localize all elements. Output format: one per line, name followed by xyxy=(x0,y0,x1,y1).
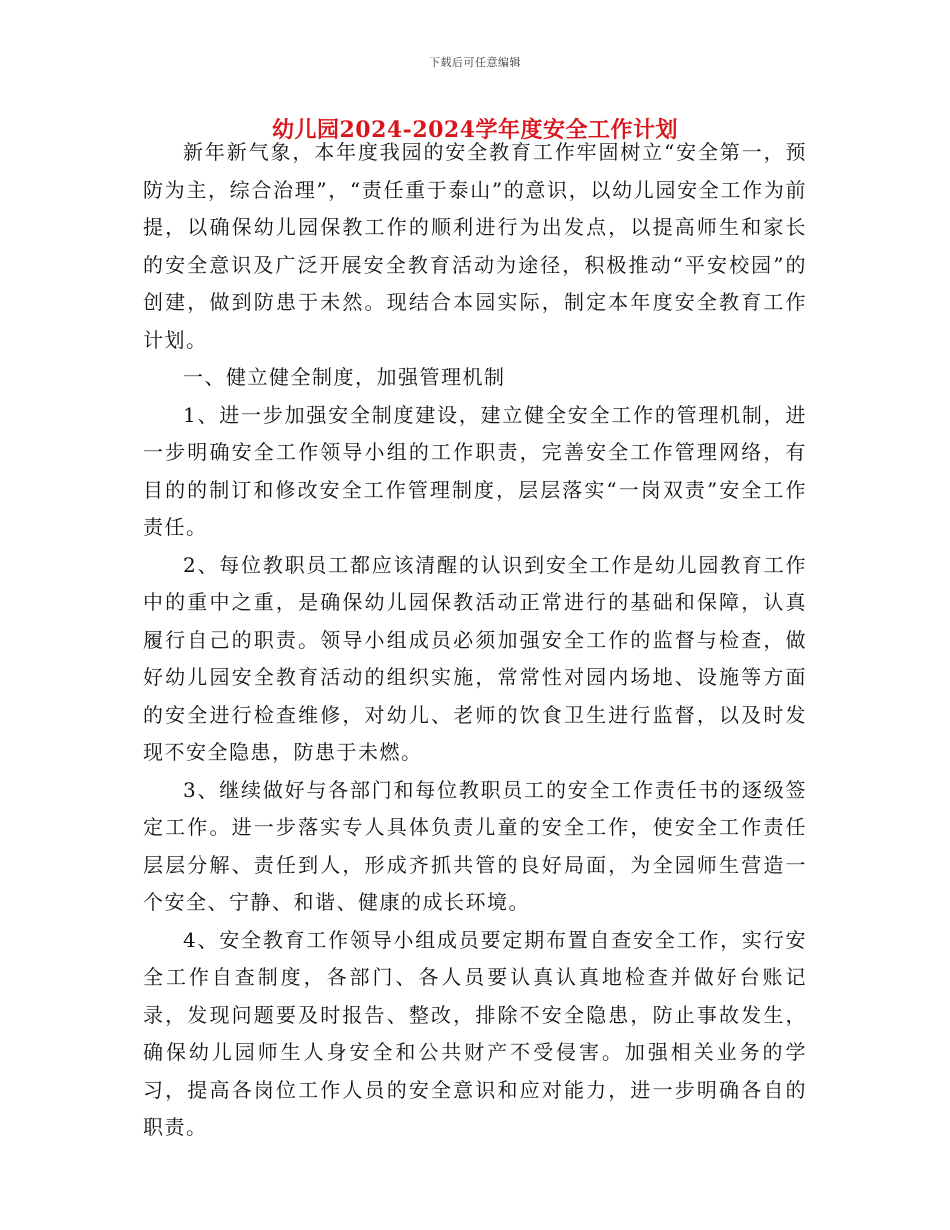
paragraph-intro: 新年新气象，本年度我园的安全教育工作牢固树立“安全第一，预防为主，综合治理”，“责任重于泰山”的意识，以幼儿园安全工作为前提，以确保幼儿园保教工作的顺利进行为出发点，以提高师生和家长的安全意识及广泛开展安全教育活动为途径，积极推动“平安校园”的创建，做到防患于未然。现结合本园实际，制定本年度安全教育工作计划。 xyxy=(143,140,807,352)
paragraph-item-1: 1、进一步加强安全制度建设，建立健全安全工作的管理机制，进一步明确安全工作领导小组的工作职责，完善安全工作管理网络，有目的的制订和修改安全工作管理制度，层层落实“一岗双责”安全工作责任。 xyxy=(143,402,807,539)
document-title: 幼儿园2024-2024学年度安全工作计划 xyxy=(271,117,679,143)
paragraph-item-4: 4、安全教育工作领导小组成员要定期布置自查安全工作，实行安全工作自查制度，各部门、各人员要认真认真地检查并做好台账记录，发现问题要及时报告、整改，排除不安全隐患，防止事故发生，确保幼儿园师生人身安全和公共财产不受侵害。加强相关业务的学习，提高各岗位工作人员的安全意识和应对能力，进一步明确各自的职责。 xyxy=(143,927,807,1139)
paragraph-item-3: 3、继续做好与各部门和每位教职员工的安全工作责任书的逐级签定工作。进一步落实专人具体负责儿童的安全工作，使安全工作责任层层分解、责任到人，形成齐抓共管的良好局面，为全园师生营造一个安全、宁静、和谐、健康的成长环境。 xyxy=(143,777,807,914)
paragraph-item-2: 2、每位教职员工都应该清醒的认识到安全工作是幼儿园教育工作中的重中之重，是确保幼儿园保教活动正常进行的基础和保障，认真履行自己的职责。领导小组成员必须加强安全工作的监督与检查，做好幼儿园安全教育活动的组织实施，常常性对园内场地、设施等方面的安全进行检查维修，对幼儿、老师的饮食卫生进行监督，以及时发现不安全隐患，防患于未燃。 xyxy=(143,552,807,764)
section-heading-1: 一、健立健全制度，加强管理机制 xyxy=(183,365,506,389)
header-note: 下载后可任意编辑 xyxy=(429,56,521,69)
document-body xyxy=(143,134,807,1147)
